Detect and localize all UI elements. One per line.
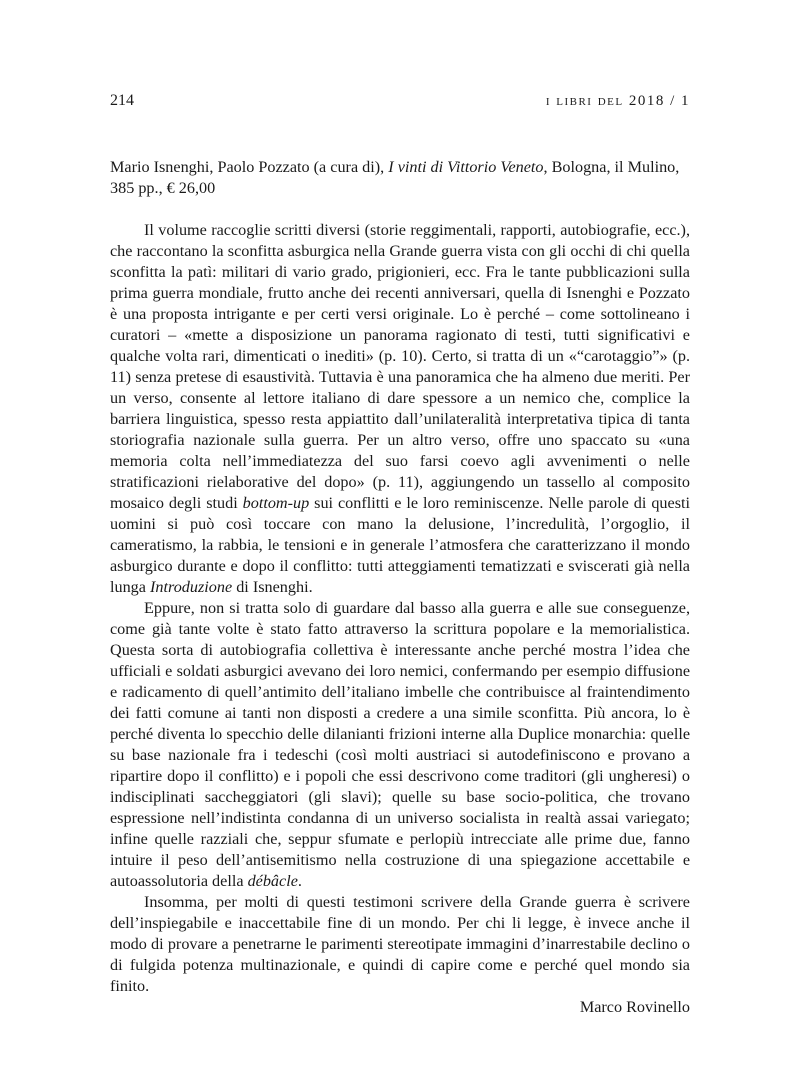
- page-number: 214: [110, 92, 134, 109]
- review-paragraph-3: Insomma, per molti di questi testimoni scrivere della Grande guerra è scrivere dell’inspiegabile e inaccettabile fine di un mondo. Per chi li legge, è invece anche il modo di provare a penetrarne le parimenti stereotipate immagini d’inarrestabile declino o di fulgida potenza multinazionale, e quindi di capire come e perché quel mondo sia finito.: [110, 893, 690, 995]
- page: [110, 92, 690, 1018]
- citation-authors: Mario Isnenghi, Paolo Pozzato (a cura di),: [110, 158, 389, 176]
- reviewer-signature: Marco Rovinello: [579, 998, 690, 1016]
- review-text: di Isnenghi.: [232, 578, 313, 596]
- review-paragraph-1: [110, 220, 690, 598]
- citation-publisher: , Bologna, il Mulino, 385 pp., € 26,00: [110, 158, 680, 197]
- review-italic-term: bottom-up: [242, 494, 310, 512]
- review-italic-term: débâcle: [247, 872, 298, 890]
- journal-title: i libri del 2018 / 1: [545, 93, 690, 109]
- review-text: Il volume raccoglie scritti diversi (storie reggimentali, rapporti, autobiografie, ecc.), che raccontano la sconfitta asburgica nella Grande guerra vista con gli occhi di chi quella sconfitta la patì: militari di vario grado, prigionieri, ecc. Fra le tante pubblicazioni sulla prima guerra mondiale, frutto anche dei recenti anniversari, quella di Isnenghi e Pozzato è una proposta intrigante e per certi versi originale. Lo è perché – come sottolineano i curatori – «mette a disposizione un panorama ragionato di testi, tutti significativi e qualche volta rari, dimenticati o inediti» (p. 10). Certo, si tratta di un «“carotaggio”» (p. 11) senza pretese di esaustività. Tuttavia è una panoramica che ha almeno due meriti. Per un verso, consente al lettore italiano di dare spessore a un nemico che, complice la barriera linguistica, spesso resta appiattito dall’unilateralità interpretativa tipica di tanta storiografia nazionale sulla guerra. Per un altro verso, offre uno spaccato su «una memoria colta nell’immediatezza del suo farsi coevo agli avvenimenti o nelle stratificazioni rielaborative del dopo» (p. 11), aggiungendo un tassello al composito mosaico degli studi: [110, 221, 690, 512]
- running-head: [110, 92, 690, 116]
- review-text: Eppure, non si tratta solo di guardare dal basso alla guerra e alle sue conseguenze, come già tante volte è stato fatto attraverso la scrittura popolare e la memorialistica. Questa sorta di autobiografia collettiva è interessante anche perché mostra l’idea che ufficiali e soldati asburgici avevano dei loro nemici, confermando per esempio diffusione e radicamento di quell’antimito dell’italiano imbelle che contribuisce al fraintendimento dei fatti comune ai tanti non disposti a credere a una simile sconfitta. Più ancora, lo è perché diventa lo specchio delle dilanianti frizioni interne alla Duplice monarchia: quelle su base nazionale fra i tedeschi (così molti austriaci si autodefiniscono e provano a ripartire dopo il conflitto) e i popoli che essi descrivono come traditori (gli ungheresi) o indisciplinati saccheggiatori (gli slavi); quelle su base socio-politica, che trovano espressione nell’indistinta condanna di un universo socialista in realtà assai variegato; infine quelle razziali che, seppur sfumate e perlopiù intrecciate alle prime due, fanno intuire il peso dell’antisemitismo nella costruzione di una spiegazione accettabile e autoassolutoria della: [110, 599, 690, 890]
- citation-book-title: I vinti di Vittorio Veneto: [388, 158, 544, 176]
- review-paragraph-2: [110, 598, 690, 892]
- review-text: .: [297, 872, 302, 890]
- review-italic-title: Introduzione: [150, 578, 233, 596]
- review-body: [110, 220, 690, 1018]
- review-text: sui conflitti e le loro reminiscenze. Nelle parole di questi uomini si può così toccare con mano la delusione, l’incredulità, l’orgoglio, il cameratismo, la rabbia, le tensioni e in generale l’atmosfera che caratterizzano il mondo asburgico durante e dopo il conflitto: tutti atteggiamenti tematizzati e sviscerati già nella lunga: [110, 494, 690, 596]
- book-citation: [110, 157, 690, 199]
